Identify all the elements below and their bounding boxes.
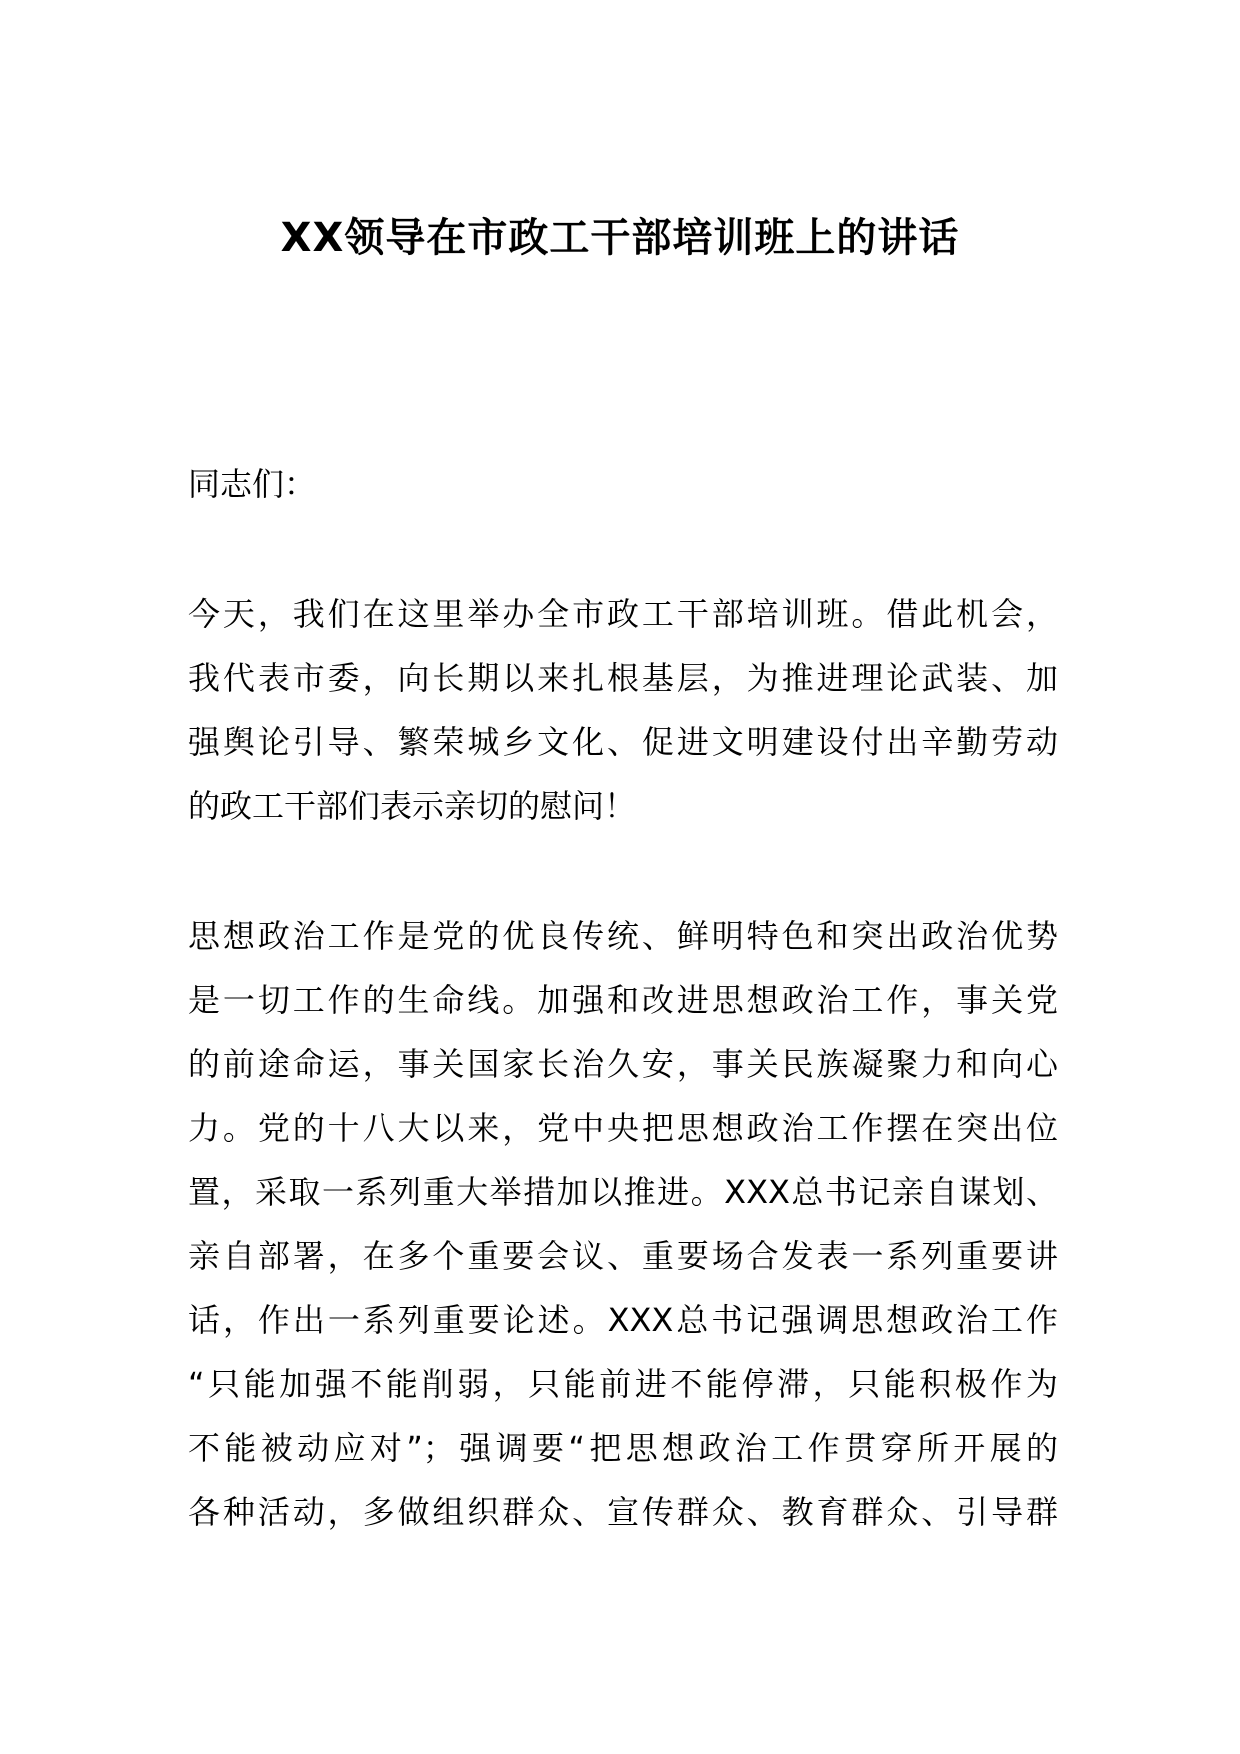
paragraph-2 xyxy=(188,904,1058,1544)
paragraph-line: 各种活动，多做组织群众、宣传群众、教育群众、引导群 xyxy=(188,1493,1058,1531)
paragraph-line: 话，作出一系列重要论述。XXX总书记强调思想政治工作 xyxy=(188,1301,1058,1339)
paragraph-line: 思想政治工作是党的优良传统、鲜明特色和突出政治优势 xyxy=(188,917,1058,955)
paragraph-line: 今天，我们在这里举办全市政工干部培训班。借此机会， xyxy=(188,595,1058,633)
paragraph-line: 我代表市委，向长期以来扎根基层，为推进理论武装、加 xyxy=(188,659,1058,697)
paragraph-line: 强舆论引导、繁荣城乡文化、促进文明建设付出辛勤劳动 xyxy=(188,723,1058,761)
paragraph-line: 不能被动应对”；强调要“把思想政治工作贯穿所开展的 xyxy=(188,1429,1058,1467)
paragraph-line: 的政工干部们表示亲切的慰问！ xyxy=(188,787,637,825)
paragraph-line: 是一切工作的生命线。加强和改进思想政治工作，事关党 xyxy=(188,981,1058,1019)
salutation: 同志们： xyxy=(188,465,317,503)
paragraph-line: 力。党的十八大以来，党中央把思想政治工作摆在突出位 xyxy=(188,1109,1058,1147)
paragraph-line: 的前途命运，事关国家长治久安，事关民族凝聚力和向心 xyxy=(188,1045,1058,1083)
paragraph-1 xyxy=(188,582,1058,838)
document-title: XX领导在市政工干部培训班上的讲话 xyxy=(280,215,960,261)
paragraph-line: 置，采取一系列重大举措加以推进。XXX总书记亲自谋划、 xyxy=(188,1173,1058,1211)
paragraph-line: “只能加强不能削弱，只能前进不能停滞，只能积极作为 xyxy=(188,1365,1058,1403)
paragraph-line: 亲自部署，在多个重要会议、重要场合发表一系列重要讲 xyxy=(188,1237,1058,1275)
